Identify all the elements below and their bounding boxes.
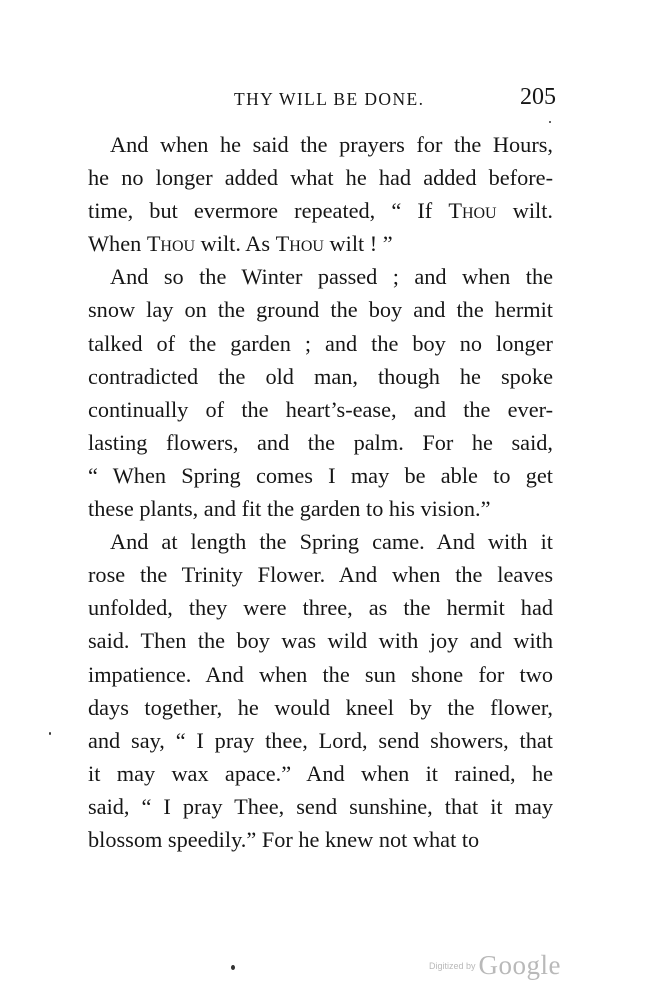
ink-speck — [549, 121, 551, 123]
text-run: lasting flowers, and the palm. For he said, — [88, 429, 553, 455]
text-run: these plants, and fit the garden to his vision.” — [88, 496, 491, 522]
text-line — [88, 691, 553, 724]
text-line — [88, 591, 553, 624]
small-caps-run: Thou — [275, 231, 324, 257]
ink-speck — [231, 965, 235, 970]
text-line — [88, 558, 553, 591]
text-line — [88, 293, 553, 326]
text-line — [88, 823, 553, 856]
text-run: When — [88, 231, 147, 257]
text-line — [88, 525, 553, 558]
text-line — [88, 327, 553, 360]
text-run: talked of the garden ; and the boy no longer — [88, 330, 553, 356]
text-run: “ When Spring comes I may be able to get — [88, 462, 553, 488]
text-run: wilt. — [496, 198, 553, 224]
paragraph — [88, 260, 553, 525]
text-line — [88, 426, 553, 459]
text-line — [88, 194, 553, 227]
text-run: And at length the Spring came. And with it — [110, 529, 553, 555]
body-text — [88, 128, 553, 856]
paragraph — [88, 128, 553, 260]
text-line — [88, 757, 553, 790]
text-run: unfolded, they were three, as the hermit had — [88, 595, 553, 621]
text-line — [88, 128, 553, 161]
text-run: said, “ I pray Thee, send sunshine, that it may — [88, 793, 553, 819]
text-run: wilt. As — [195, 231, 276, 257]
text-run: he no longer added what he had added before- — [88, 165, 553, 191]
text-line — [88, 161, 553, 194]
text-line — [88, 360, 553, 393]
text-run: it may wax apace.” And when it rained, he — [88, 760, 553, 786]
text-run: wilt ! ” — [323, 231, 393, 257]
text-line — [88, 227, 553, 260]
paragraph — [88, 525, 553, 856]
ink-speck — [49, 732, 51, 735]
text-line — [88, 260, 553, 293]
small-caps-run: Thou — [146, 231, 196, 257]
text-run: time, but evermore repeated, “ If — [88, 198, 449, 224]
running-head — [88, 84, 556, 114]
google-logo: Google — [478, 950, 561, 980]
text-line — [88, 624, 553, 657]
text-run: said. Then the boy was wild with joy and with — [88, 628, 553, 654]
small-caps-run: Thou — [448, 198, 497, 224]
text-line — [88, 393, 553, 426]
text-run: rose the Trinity Flower. And when the leaves — [88, 562, 553, 588]
text-run: contradicted the old man, though he spoke — [88, 363, 553, 389]
digitized-watermark — [429, 950, 561, 980]
text-line — [88, 658, 553, 691]
text-run: days together, he would kneel by the flower, — [88, 694, 553, 720]
text-run: And when he said the prayers for the Hours, — [110, 132, 553, 157]
text-line — [88, 724, 553, 757]
text-run: and say, “ I pray thee, Lord, send showers, that — [88, 727, 553, 753]
text-line — [88, 492, 553, 525]
text-run: blossom speedily.” For he knew not what to — [88, 826, 480, 852]
running-title: THY WILL BE DONE. — [234, 89, 425, 109]
page-number: 205 — [520, 84, 556, 110]
text-run: And so the Winter passed ; and when the — [110, 264, 553, 290]
watermark-prefix: Digitized by — [428, 960, 476, 971]
text-line — [88, 790, 553, 823]
text-run: continually of the heart’s-ease, and the ever- — [88, 396, 553, 422]
text-run: snow lay on the ground the boy and the hermit — [88, 297, 553, 323]
text-line — [88, 459, 553, 492]
text-run: impatience. And when the sun shone for two — [88, 661, 553, 687]
